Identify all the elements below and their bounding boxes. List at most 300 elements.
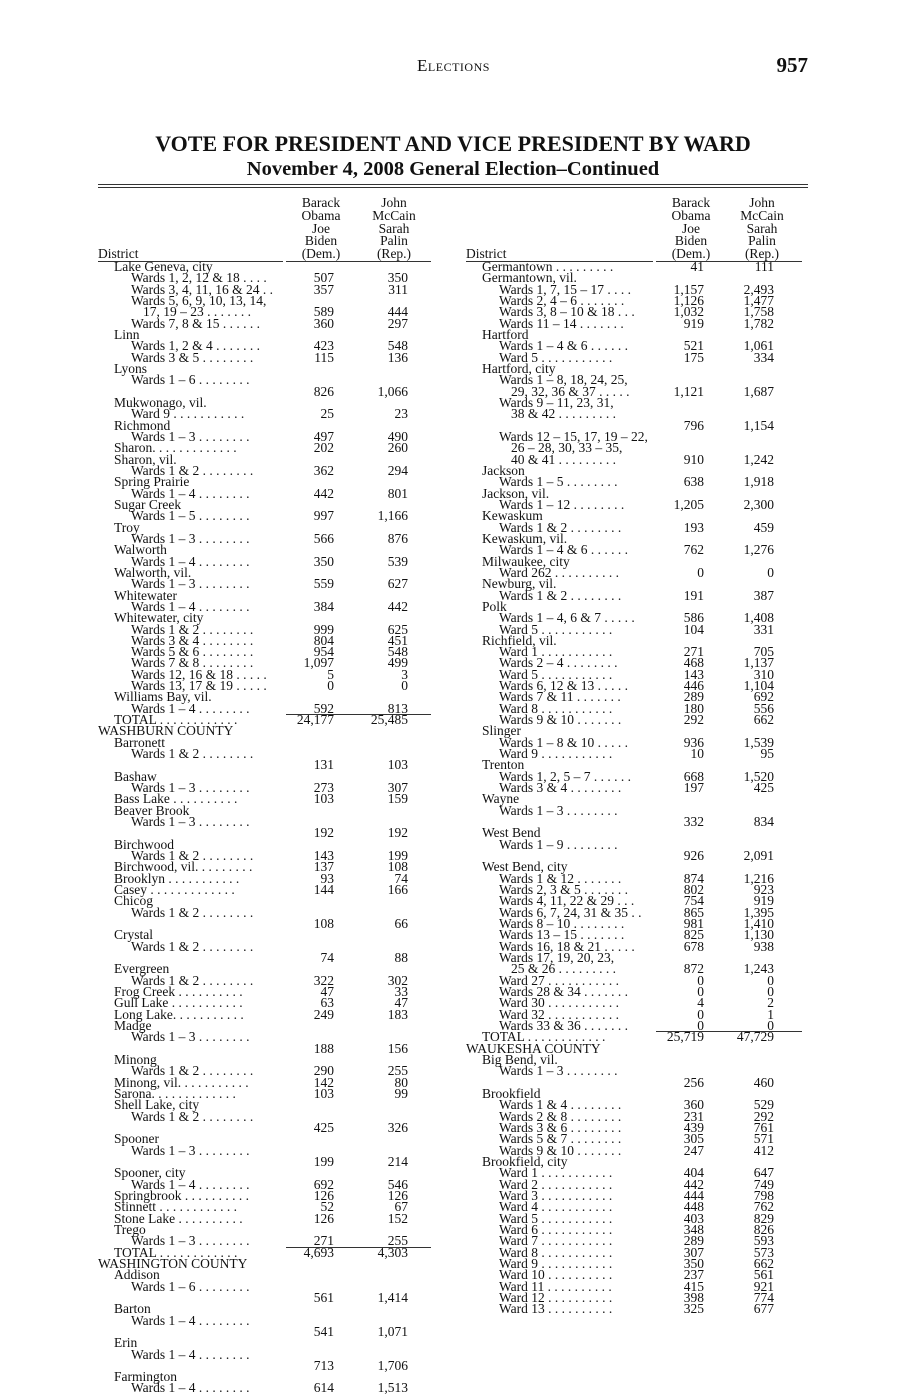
table-row	[466, 836, 808, 864]
district-label: Ward 6 . . . . . . . . . . .	[499, 1221, 613, 1237]
table-header	[466, 197, 808, 261]
rep-votes: 834	[753, 814, 774, 830]
table-row	[98, 816, 433, 839]
dem-votes: 592	[313, 700, 334, 716]
dem-votes: 52	[320, 1199, 334, 1215]
table-row	[98, 904, 433, 932]
rep-votes: 826	[753, 1221, 774, 1237]
district-label: Wards 1 – 4 . . . . . . . .	[131, 1176, 250, 1192]
dem-header	[286, 197, 356, 261]
dem-votes: 25	[320, 406, 334, 422]
district-label: Wards 1, 2, 12 & 18 . . . .	[131, 270, 267, 286]
district-label: Wards 1 & 2 . . . . . . . .	[131, 621, 254, 637]
dem-votes: 256	[683, 1074, 704, 1090]
table-row	[98, 1142, 433, 1169]
rep-votes: 156	[387, 1040, 408, 1056]
dem-votes: 142	[313, 1074, 334, 1090]
dem-votes: 188	[313, 1040, 334, 1056]
district-label: Walworth	[114, 542, 167, 558]
rep-votes: 255	[387, 1233, 408, 1249]
district-label: Wards 1 – 5 . . . . . . . .	[499, 474, 618, 490]
district-label: Wards 1 – 3 . . . . . . . .	[131, 780, 250, 796]
dem-votes: 350	[313, 553, 334, 569]
table-row	[98, 748, 433, 771]
district-label: Ward 9 . . . . . . . . . . .	[499, 746, 613, 762]
district-label: Wards 1 – 4 . . . . . . . .	[131, 1380, 250, 1395]
rep-votes: 561	[753, 1267, 774, 1283]
dem-votes: 448	[683, 1199, 704, 1215]
district-label: Hartford, city	[482, 360, 556, 376]
district-label: Ward 2 . . . . . . . . . . .	[499, 1176, 613, 1192]
dem-header	[656, 197, 726, 261]
district-header: District	[466, 246, 507, 262]
dem-votes: 874	[683, 870, 704, 886]
district-label: Wards 1 – 3 . . . . . . . .	[499, 802, 618, 818]
rep-header-line: (Rep.)	[376, 246, 412, 262]
district-label: Wards 3 & 6 . . . . . . . .	[499, 1119, 622, 1135]
dem-votes: 586	[683, 610, 704, 626]
district-label: Evergreen	[114, 961, 170, 977]
district-label: Frog Creek . . . . . . . . . .	[114, 984, 243, 999]
dem-votes: 41	[690, 259, 704, 274]
district-label: Richfield, vil.	[482, 632, 557, 648]
dem-votes: 668	[683, 768, 704, 784]
rep-votes: 442	[387, 598, 408, 614]
table-row	[98, 1278, 433, 1305]
district-label: Gull Lake . . . . . . . . . . .	[114, 995, 243, 1011]
district-label: Wards 1 – 9 . . . . . . . .	[499, 836, 618, 852]
rep-header-line: John	[749, 195, 775, 211]
dem-votes: 131	[313, 757, 334, 773]
page-subtitle: November 4, 2008 General Election–Continued	[246, 158, 660, 180]
dem-votes: 999	[313, 621, 334, 637]
district-label: Lyons	[114, 360, 148, 376]
district-label: Wards 1 – 4 . . . . . . . .	[131, 1312, 250, 1328]
rep-votes: 67	[394, 1199, 408, 1215]
district-label: Minong	[114, 1051, 157, 1067]
rep-votes: 1,137	[743, 655, 774, 671]
district-label: Ward 11 . . . . . . . . . .	[499, 1278, 612, 1294]
dem-votes: 193	[683, 519, 704, 535]
rep-votes: 0	[767, 564, 774, 580]
dem-votes: 143	[683, 666, 704, 682]
rep-votes: 813	[387, 700, 408, 716]
rep-votes: 0	[767, 984, 774, 999]
rep-votes: 1,408	[743, 610, 774, 626]
rep-votes: 1,066	[377, 383, 408, 399]
rep-votes: 625	[387, 621, 408, 637]
dem-votes: 289	[683, 1233, 704, 1249]
district-label: Ward 1 . . . . . . . . . . .	[499, 644, 613, 660]
dem-votes: 442	[683, 1176, 704, 1192]
rep-votes: 556	[753, 700, 774, 716]
table-row	[98, 1346, 433, 1373]
rep-votes: 152	[387, 1210, 408, 1226]
district-label: Wards 1 – 3 . . . . . . . .	[131, 814, 250, 830]
district-label: Ward 30 . . . . . . . . . . .	[499, 995, 620, 1011]
rep-votes: 1,782	[743, 315, 774, 331]
district-label: Wards 1 – 3 . . . . . . . .	[131, 576, 250, 592]
district-label: Wards 1 – 12 . . . . . . . .	[499, 496, 625, 512]
dem-votes: 678	[683, 938, 704, 954]
rep-votes: 749	[753, 1176, 774, 1192]
rep-votes: 573	[753, 1244, 774, 1260]
district-label: WASHBURN COUNTY	[98, 723, 234, 739]
left-table-body	[98, 261, 433, 1394]
district-label: Crystal	[114, 927, 153, 943]
rep-votes: 1,154	[743, 417, 774, 433]
district-label: Farmington	[114, 1369, 177, 1385]
rep-votes: 192	[387, 825, 408, 841]
dem-votes: 144	[313, 882, 334, 898]
district-label: Wards 1 & 12 . . . . . . .	[499, 870, 622, 886]
district-label: Erin	[114, 1335, 138, 1351]
district-label: 17, 19 – 23 . . . . . . .	[143, 304, 251, 320]
title-rule	[98, 187, 808, 188]
rep-votes: 310	[753, 666, 774, 682]
district-label: Hartford	[482, 326, 529, 342]
district-label: Milwaukee, city	[482, 553, 570, 569]
rep-votes: 311	[388, 281, 408, 297]
dem-votes: 403	[683, 1210, 704, 1226]
dem-votes: 954	[313, 644, 334, 660]
rep-votes: 1,061	[743, 338, 774, 354]
dem-votes: 271	[313, 1233, 334, 1249]
dem-votes: 762	[683, 542, 704, 558]
dem-votes: 802	[683, 882, 704, 898]
rep-votes: 677	[753, 1301, 774, 1317]
rep-votes: 938	[753, 938, 774, 954]
district-label: Trego	[114, 1221, 146, 1237]
dem-votes: 93	[320, 870, 334, 886]
rep-votes: 66	[394, 916, 408, 932]
district-label: Sugar Creek	[114, 496, 182, 512]
dem-votes: 404	[683, 1165, 704, 1181]
dem-votes: 0	[697, 1006, 704, 1022]
rep-votes: 459	[753, 519, 774, 535]
district-label: Brooklyn . . . . . . . . . . .	[114, 870, 240, 886]
dem-votes: 1,157	[673, 281, 704, 297]
rep-votes: 919	[753, 893, 774, 909]
rep-votes: 1	[767, 1006, 774, 1022]
dem-votes: 237	[683, 1267, 704, 1283]
district-label: Jackson, vil.	[482, 485, 550, 501]
district-label: 40 & 41 . . . . . . . . .	[511, 451, 617, 467]
district-label: Germantown . . . . . . . . .	[482, 259, 614, 274]
rep-votes: 294	[387, 462, 408, 478]
rep-votes: 1,918	[743, 474, 774, 490]
district-label: Wards 1 – 3 . . . . . . . .	[131, 1029, 250, 1045]
district-label: Wards 1 – 4, 6 & 7 . . . . .	[499, 610, 635, 626]
dem-votes: 348	[683, 1221, 704, 1237]
district-label: Wards 1 – 4 . . . . . . . .	[131, 700, 250, 716]
rep-votes: 829	[753, 1210, 774, 1226]
district-label: Wards 3 & 5 . . . . . . . .	[131, 349, 254, 365]
dem-votes: 1,097	[303, 655, 334, 671]
dem-votes: 115	[314, 349, 334, 365]
rep-votes: 1,706	[377, 1357, 408, 1373]
district-label: Wards 16, 18 & 21 . . . . .	[499, 938, 635, 954]
dem-votes: 713	[313, 1357, 334, 1373]
district-label: Wards 3 & 4 . . . . . . . .	[131, 632, 254, 648]
district-label: TOTAL . . . . . . . . . . . .	[482, 1029, 606, 1045]
dem-votes: 47	[320, 984, 334, 999]
dem-votes: 541	[313, 1323, 334, 1339]
dem-votes: 307	[683, 1244, 704, 1260]
district-label: Ward 262 . . . . . . . . . .	[499, 564, 620, 580]
district-label: Williams Bay, vil.	[114, 689, 212, 705]
rep-votes: 214	[387, 1153, 408, 1169]
page-number: 957	[776, 53, 808, 77]
district-label: Wards 1 & 2 . . . . . . . .	[131, 848, 254, 864]
dem-votes: 1,121	[673, 383, 704, 399]
rep-votes: 260	[387, 440, 408, 456]
district-label: Wards 1 – 4 . . . . . . . .	[131, 553, 250, 569]
district-label: Whitewater, city	[114, 610, 204, 626]
district-label: Wards 2 – 4 . . . . . . . .	[499, 655, 618, 671]
district-label: Wards 1 – 6 . . . . . . . .	[131, 372, 250, 388]
rep-header-line: Sarah	[746, 220, 778, 236]
table-row	[98, 1031, 433, 1054]
table-row	[98, 508, 433, 524]
table-row	[466, 408, 808, 431]
district-label: Casey . . . . . . . . . . . . .	[114, 882, 235, 898]
district-label: Spooner, city	[114, 1165, 186, 1181]
rep-votes: 25,485	[370, 712, 408, 728]
district-label: Wards 5 & 6 . . . . . . . .	[131, 644, 254, 660]
dem-votes: 507	[313, 270, 334, 286]
district-label: Ward 5 . . . . . . . . . . .	[499, 666, 613, 682]
district-label: Wards 3, 8 – 10 & 18 . . .	[499, 304, 635, 320]
dem-votes: 126	[313, 1210, 334, 1226]
table-row	[466, 587, 808, 603]
rep-votes: 1,414	[377, 1289, 408, 1305]
district-label: Wards 1, 2, 5 – 7 . . . . . .	[499, 768, 632, 784]
district-label: Wards 1 & 2 . . . . . . . .	[499, 519, 622, 535]
dem-votes: 143	[313, 848, 334, 864]
dem-votes: 692	[313, 1176, 334, 1192]
district-label: Slinger	[482, 723, 521, 739]
dem-votes: 325	[683, 1301, 704, 1317]
rep-votes: 546	[387, 1176, 408, 1192]
rep-votes: 88	[394, 950, 408, 966]
rep-votes: 1,687	[743, 383, 774, 399]
rep-votes: 3	[401, 666, 408, 682]
rep-votes: 387	[753, 587, 774, 603]
dem-votes: 1,032	[673, 304, 704, 320]
dem-votes: 10	[690, 746, 704, 762]
district-label: Wards 3, 4, 11, 16 & 24 . .	[131, 281, 274, 297]
rep-votes: 1,395	[743, 904, 774, 920]
rep-votes: 1,513	[377, 1380, 408, 1395]
dem-votes: 910	[683, 451, 704, 467]
rep-votes: 95	[760, 746, 774, 762]
dem-votes: 192	[313, 825, 334, 841]
dem-votes: 357	[313, 281, 334, 297]
left-column	[98, 197, 433, 1394]
district-label: Wards 17, 19, 20, 23,	[499, 950, 615, 966]
rep-votes: 33	[394, 984, 408, 999]
dem-votes: 865	[683, 904, 704, 920]
dem-votes: 202	[313, 440, 334, 456]
dem-votes: 423	[313, 338, 334, 354]
dem-votes: 360	[683, 1097, 704, 1113]
dem-votes: 425	[313, 1119, 334, 1135]
dem-header-line: Obama	[671, 207, 711, 223]
rep-votes: 302	[387, 972, 408, 988]
dem-votes: 63	[320, 995, 334, 1011]
district-label: Wards 1, 2 & 4 . . . . . . .	[131, 338, 261, 354]
district-label: Mukwonago, vil.	[114, 394, 207, 410]
district-label: Ward 5 . . . . . . . . . . .	[499, 621, 613, 637]
rep-votes: 593	[753, 1233, 774, 1249]
dem-votes: 249	[313, 1006, 334, 1022]
district-label: Chicog	[114, 893, 153, 909]
dem-votes: 926	[683, 848, 704, 864]
district-label: Wards 1 – 4 & 6 . . . . . .	[499, 542, 629, 558]
rep-header-line: Sarah	[378, 220, 410, 236]
dem-votes: 614	[313, 1380, 334, 1395]
district-label: Wards 1 – 8, 18, 24, 25,	[499, 372, 628, 388]
dem-votes: 191	[683, 587, 704, 603]
district-label: Minong, vil. . . . . . . . . . .	[114, 1074, 249, 1090]
rep-votes: 705	[753, 644, 774, 660]
dem-votes: 497	[313, 428, 334, 444]
rep-votes: 1,520	[743, 768, 774, 784]
rep-votes: 2,493	[743, 281, 774, 297]
rep-votes: 183	[387, 1006, 408, 1022]
dem-votes: 74	[320, 950, 334, 966]
district-label: Addison	[114, 1267, 160, 1283]
dem-header-line: Barack	[301, 195, 341, 211]
district-label: Long Lake. . . . . . . . . . .	[114, 1006, 244, 1022]
dem-votes: 24,177	[296, 712, 334, 728]
district-label: Jackson	[482, 462, 525, 478]
right-column	[466, 197, 808, 1315]
district-label: Wards 33 & 36 . . . . . . .	[499, 1017, 629, 1033]
dem-header-line: Biden	[674, 233, 708, 249]
dem-votes: 273	[313, 780, 334, 796]
rep-votes: 1,758	[743, 304, 774, 320]
page-title: VOTE FOR PRESIDENT AND VICE PRESIDENT BY WARD	[155, 131, 751, 156]
dem-votes: 561	[313, 1289, 334, 1305]
district-label: Wards 1, 7, 15 – 17 . . . .	[499, 281, 632, 297]
dem-votes: 292	[683, 712, 704, 728]
district-label: Wards 12 – 15, 17, 19 – 22,	[499, 428, 648, 444]
dem-votes: 332	[683, 814, 704, 830]
rep-votes: 331	[753, 621, 774, 637]
district-label: Wards 9 & 10 . . . . . . .	[499, 1142, 622, 1158]
dem-votes: 103	[313, 1085, 334, 1101]
rep-votes: 539	[387, 553, 408, 569]
district-label: Wards 2 & 8 . . . . . . . .	[499, 1108, 622, 1124]
district-label: Wards 1 – 3 . . . . . . . .	[131, 1142, 250, 1158]
rep-votes: 2	[767, 995, 774, 1011]
district-label: Polk	[482, 598, 507, 614]
district-label: Wards 8 – 10 . . . . . . . .	[499, 916, 625, 932]
rep-votes: 103	[387, 757, 408, 773]
rep-votes: 662	[753, 712, 774, 728]
district-label: Big Bend, vil.	[482, 1051, 558, 1067]
dem-votes: 305	[683, 1131, 704, 1147]
dem-votes: 175	[683, 349, 704, 365]
district-label: 25 & 26 . . . . . . . . .	[511, 961, 617, 977]
rep-votes: 0	[767, 972, 774, 988]
dem-votes: 872	[683, 961, 704, 977]
dem-header-line: Obama	[301, 207, 341, 223]
district-label: Wards 1 & 2 . . . . . . . .	[131, 462, 254, 478]
rep-votes: 801	[387, 485, 408, 501]
rep-votes: 1,130	[743, 927, 774, 943]
dem-votes: 825	[683, 927, 704, 943]
dem-header-line: (Dem.)	[301, 246, 341, 262]
district-label: Spooner	[114, 1131, 159, 1147]
rep-votes: 627	[387, 576, 408, 592]
right-table-body	[466, 261, 808, 1315]
rep-votes: 774	[753, 1289, 774, 1305]
rep-votes: 548	[387, 644, 408, 660]
dem-votes: 826	[313, 383, 334, 399]
district-label: Wards 4, 11, 22 & 29 . . .	[499, 893, 635, 909]
district-label: Wards 1 – 4 . . . . . . . .	[131, 598, 250, 614]
dem-votes: 0	[697, 1017, 704, 1033]
table-row	[466, 1301, 808, 1317]
rep-votes: 255	[387, 1063, 408, 1079]
rep-votes: 499	[387, 655, 408, 671]
district-label: Wards 1 – 3 . . . . . . . .	[131, 428, 250, 444]
dem-votes: 442	[313, 485, 334, 501]
dem-header-line: (Dem.)	[671, 246, 711, 262]
table-row	[98, 938, 433, 966]
district-label: Wards 2, 3 & 5 . . . . . . .	[499, 882, 629, 898]
district-label: Sarona. . . . . . . . . . . . .	[114, 1085, 236, 1101]
rep-votes: 1,166	[377, 508, 408, 524]
rep-header-line: McCain	[740, 207, 784, 223]
district-label: Sharon, vil.	[114, 451, 177, 467]
rep-votes: 571	[753, 1131, 774, 1147]
dem-votes: 289	[683, 689, 704, 705]
rep-votes: 108	[387, 859, 408, 875]
district-label: WAUKESHA COUNTY	[466, 1040, 601, 1056]
district-label: Walworth, vil.	[114, 564, 192, 580]
rep-votes: 350	[387, 270, 408, 286]
dem-votes: 468	[683, 655, 704, 671]
district-label: Wards 5 & 7 . . . . . . . .	[499, 1131, 622, 1147]
dem-votes: 1,205	[673, 496, 704, 512]
rep-votes: 1,242	[743, 451, 774, 467]
dem-votes: 197	[683, 780, 704, 796]
district-label: Barton	[114, 1301, 151, 1317]
district-label: Wards 1 & 2 . . . . . . . .	[131, 904, 254, 920]
rep-votes: 529	[753, 1097, 774, 1113]
dem-votes: 103	[313, 791, 334, 807]
district-label: Wards 6, 12 & 13 . . . . .	[499, 678, 629, 694]
dem-votes: 126	[313, 1187, 334, 1203]
rep-votes: 923	[753, 882, 774, 898]
rep-votes: 307	[387, 780, 408, 796]
district-label: Wards 1 – 4 . . . . . . . .	[131, 485, 250, 501]
rep-votes: 921	[753, 1278, 774, 1294]
district-label: Brookfield, city	[482, 1153, 568, 1169]
dem-votes: 981	[683, 916, 704, 932]
district-label: Birchwood, vil. . . . . . . . .	[114, 859, 253, 875]
rep-votes: 762	[753, 1199, 774, 1215]
dem-votes: 439	[683, 1119, 704, 1135]
rep-votes: 326	[387, 1119, 408, 1135]
table-row	[98, 374, 433, 397]
district-label: Sharon. . . . . . . . . . . . .	[114, 440, 237, 456]
dem-votes: 180	[683, 700, 704, 716]
